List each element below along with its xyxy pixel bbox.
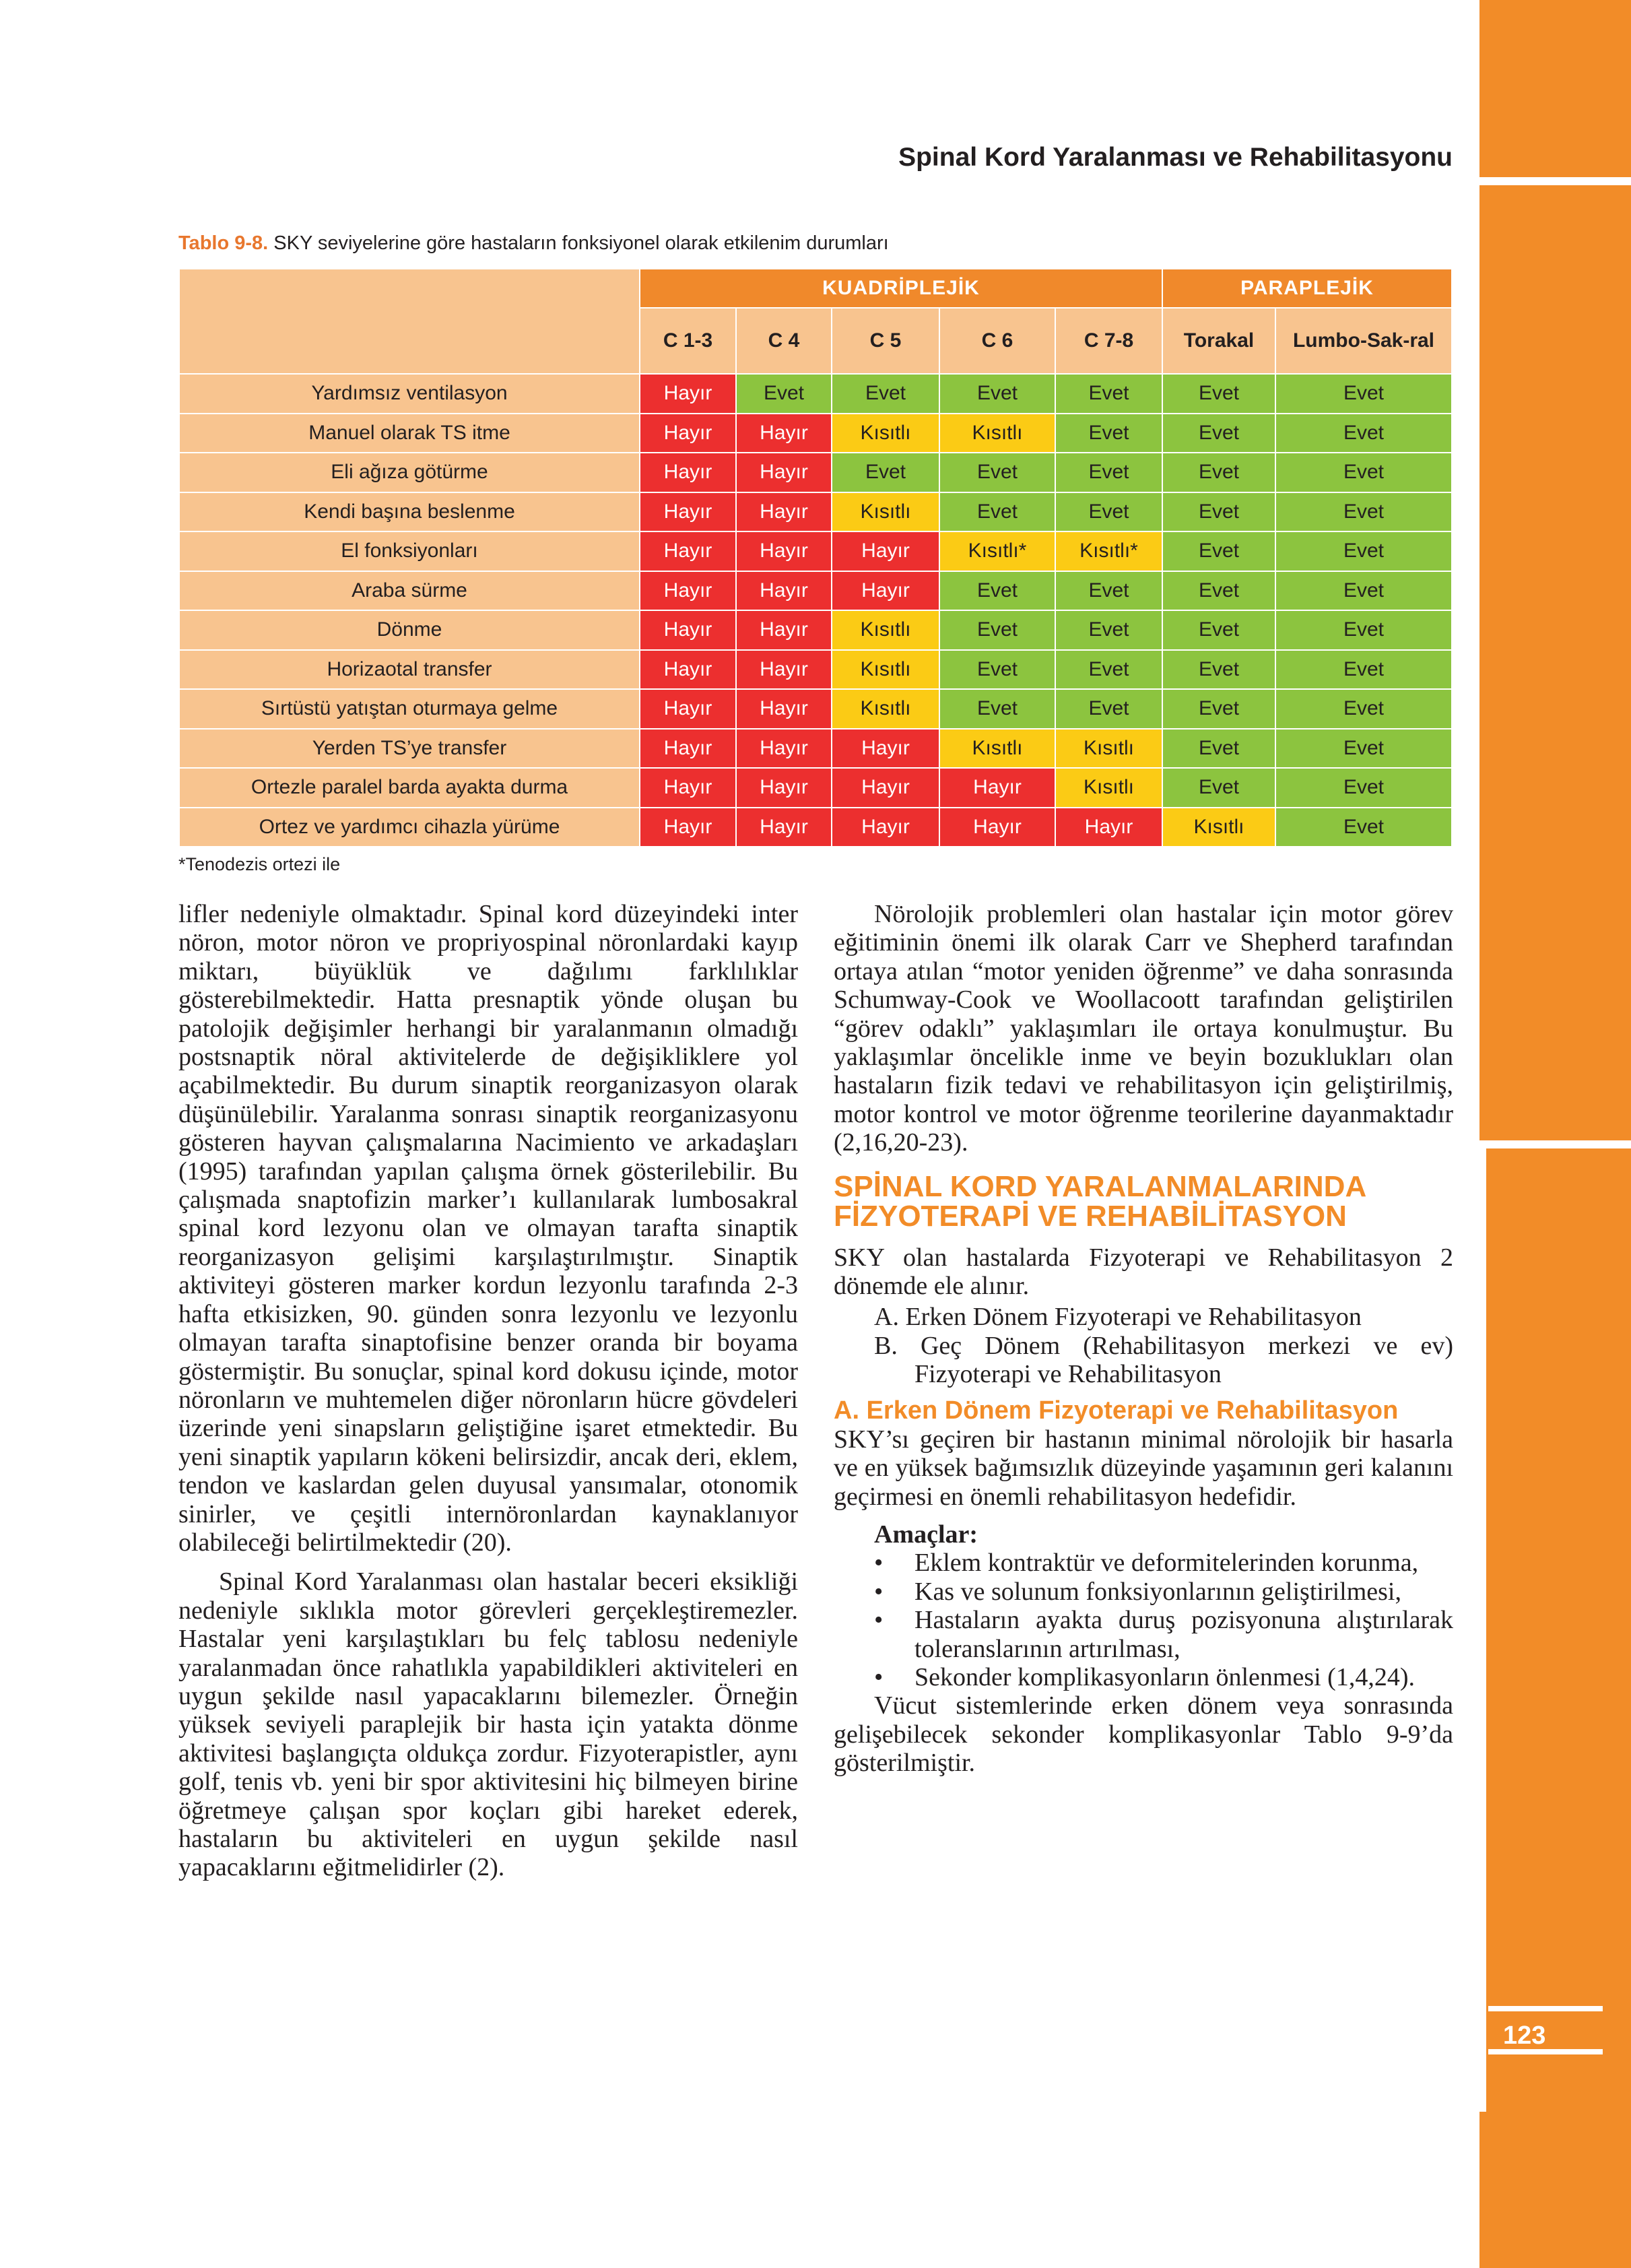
row-label: Ortez ve yardımcı cihazla yürüme: [179, 808, 640, 847]
bullet-icon: •: [874, 1606, 884, 1635]
table-row: [179, 531, 1452, 571]
status-cell: Hayır: [1055, 808, 1162, 847]
status-cell: Evet: [939, 689, 1055, 729]
status-cell: Evet: [939, 374, 1055, 414]
status-cell: Hayır: [640, 571, 736, 611]
table-caption: [178, 232, 889, 255]
level-header: C 6: [939, 308, 1055, 374]
status-cell: Hayır: [736, 531, 832, 571]
status-cell: Evet: [939, 453, 1055, 492]
edge-divider: [1479, 1140, 1631, 1148]
status-cell: Evet: [1055, 650, 1162, 690]
status-cell: Evet: [1162, 610, 1275, 650]
table-corner: [179, 269, 640, 374]
status-cell: Hayır: [736, 768, 832, 808]
status-cell: Evet: [1275, 650, 1452, 690]
status-cell: Evet: [1055, 571, 1162, 611]
status-cell: Hayır: [640, 414, 736, 453]
list-item: B. Geç Dönem (Rehabilitasyon merkezi ve ev) Fizyoterapi ve Rehabilitasyon: [874, 1331, 1453, 1389]
status-cell: Evet: [1275, 531, 1452, 571]
row-label: Yerden TS’ye transfer: [179, 729, 640, 769]
status-cell: Evet: [1162, 414, 1275, 453]
status-cell: Evet: [1275, 808, 1452, 847]
status-cell: Hayır: [640, 374, 736, 414]
status-cell: Evet: [1275, 414, 1452, 453]
row-label: Ortezle paralel barda ayakta durma: [179, 768, 640, 808]
bullet-icon: •: [874, 1662, 884, 1691]
status-cell: Evet: [1055, 414, 1162, 453]
row-label: Dönme: [179, 610, 640, 650]
section-title-line: SPİNAL KORD YARALANMALARINDA: [834, 1169, 1367, 1203]
status-cell: Evet: [1055, 374, 1162, 414]
status-cell: Evet: [1275, 729, 1452, 769]
list-item: [834, 1606, 1453, 1663]
page-edge-bar: [1479, 0, 1631, 2268]
aims-label: Amaçlar:: [874, 1520, 978, 1549]
status-cell: Kısıtlı: [939, 729, 1055, 769]
status-cell: Hayır: [939, 768, 1055, 808]
edge-divider: [1479, 177, 1631, 185]
status-cell: Evet: [1055, 610, 1162, 650]
status-cell: Evet: [939, 610, 1055, 650]
status-cell: Evet: [1275, 610, 1452, 650]
status-cell: Kısıtlı: [1055, 729, 1162, 769]
row-label: Sırtüstü yatıştan oturmaya gelme: [179, 689, 640, 729]
subsection-title: A. Erken Dönem Fizyoterapi ve Rehabilitasyon: [834, 1396, 1399, 1425]
row-label: El fonksiyonları: [179, 531, 640, 571]
table-row: [179, 610, 1452, 650]
status-cell: Evet: [1275, 374, 1452, 414]
status-cell: Hayır: [640, 768, 736, 808]
status-cell: Hayır: [736, 729, 832, 769]
table-row: [179, 808, 1452, 847]
table-row: [179, 650, 1452, 690]
level-header: Torakal: [1162, 308, 1275, 374]
status-cell: Hayır: [640, 689, 736, 729]
status-cell: Hayır: [640, 492, 736, 532]
row-label: Horizaotal transfer: [179, 650, 640, 690]
row-label: Araba sürme: [179, 571, 640, 611]
status-cell: Evet: [1162, 729, 1275, 769]
table-row: [179, 768, 1452, 808]
bullet-text: Eklem kontraktür ve deformitelerinden korunma,: [914, 1549, 1419, 1578]
list-item: [834, 1663, 1453, 1691]
table-row: [179, 453, 1452, 492]
status-cell: Kısıtlı: [832, 414, 939, 453]
status-cell: Evet: [939, 492, 1055, 532]
status-cell: Evet: [1162, 531, 1275, 571]
edge-rule: [1479, 1148, 1486, 2112]
status-cell: Hayır: [832, 808, 939, 847]
list-item: [834, 1578, 1453, 1606]
status-cell: Evet: [1162, 374, 1275, 414]
status-cell: Kısıtlı*: [1055, 531, 1162, 571]
status-cell: Evet: [1275, 768, 1452, 808]
status-cell: Hayır: [832, 729, 939, 769]
status-cell: Kısıtlı: [939, 414, 1055, 453]
bullet-icon: •: [874, 1577, 884, 1606]
table-row: [179, 374, 1452, 414]
status-cell: Kısıtlı: [832, 689, 939, 729]
status-cell: Hayır: [939, 808, 1055, 847]
status-cell: Hayır: [640, 808, 736, 847]
paragraph: Nörolojik problemleri olan hastalar için motor görev eğitiminin önemi ilk olarak Carr ve Shepherd tarafından ortaya atılan “motor yeniden öğrenme” ve daha sonrasında Schumway-Cook ve Woollacoott tarafından geliştirilen “görev odaklı” yaklaşımları ile ortaya konulmuştur. Bu yaklaşımlar öncelikle inme ve beyin bozuklukları olan hastaların fizik tedavi ve rehabilitasyon için geliştirilmiş, motor kontrol ve motor öğrenme teorilerine dayanmaktadır (2,16,20-23).: [834, 900, 1453, 1157]
level-header: C 1-3: [640, 308, 736, 374]
status-cell: Evet: [832, 374, 939, 414]
level-header: C 5: [832, 308, 939, 374]
bullet-text: Sekonder komplikasyonların önlenmesi (1,4,24).: [914, 1662, 1415, 1691]
status-cell: Kısıtlı*: [939, 531, 1055, 571]
status-cell: Hayır: [640, 453, 736, 492]
list-item: A. Erken Dönem Fizyoterapi ve Rehabilitasyon: [874, 1303, 1362, 1332]
status-cell: Kısıtlı: [1162, 808, 1275, 847]
level-header: C 4: [736, 308, 832, 374]
status-cell: Hayır: [736, 689, 832, 729]
group-header-quad: KUADRİPLEJİK: [640, 269, 1162, 308]
table-row: [179, 571, 1452, 611]
right-column: [834, 900, 1453, 1778]
bullet-text: Kas ve solunum fonksiyonlarının geliştirilmesi,: [914, 1577, 1401, 1606]
status-cell: Evet: [1055, 453, 1162, 492]
status-cell: Hayır: [640, 610, 736, 650]
status-cell: Evet: [1275, 571, 1452, 611]
paragraph: lifler nedeniyle olmaktadır. Spinal kord düzeyindeki inter nöron, motor nöron ve propriyospinal nöronlardaki kayıp miktarı, büyüklük ve dağılımı farklılıklar gösterebilmektedir. Hatta presnaptik yönde oluşan bu patolojik değişimler herhangi bir yaralanmanın olmadığı postsnaptik nöral aktivitelerde de değişikliklere yol açabilmektedir. Bu durum sinaptik reorganizasyon olarak düşünülebilir. Yaralanma sonrası sinaptik reorganizasyonu gösteren hayvan çalışmalarına Nacimiento ve arkadaşları (1995) tarafından yapılan çalışma örnek gösterilebilir. Bu çalışmada snaptofizin marker’ı kullanılarak lumbosakral spinal kord lezyonu olan ve olmayan tarafta sinaptik reorganizasyon gelişimi karşılaştırılmıştır. Sinaptik aktiviteyi gösteren marker kordun lezyonlu tarafında 2-3 hafta etkisizken, 90. günden sonra lezyonlu ve lezyonlu olmayan tarafta sinaptofisine benzer oranda bir boyama göstermiştir. Bu sonuçlar, spinal kord dokusu içinde, motor nöronların ve muhtemelen diğer nöronların hücre gövdeleri üzerinde yeni sinapsların geliştiğine işaret etmektedir. Bu yeni sinaptik yapıların kökeni belirsizdir, ancak deri, eklem, tendon ve kaslardan gelen duyusal yansımalar, otonomik sinirler, ve çeşitli internöronlardan kaynaklanıyor olabileceği belirtilmektedir (20).: [178, 900, 798, 1557]
status-cell: Hayır: [736, 414, 832, 453]
paragraph: Vücut sistemlerinde erken dönem veya sonrasında gelişebilecek sekonder komplikasyonlar Tablo 9-9’da gösterilmiştir.: [834, 1691, 1453, 1778]
status-cell: Kısıtlı: [832, 610, 939, 650]
level-header: Lumbo-Sak-ral: [1275, 308, 1452, 374]
row-label: Yardımsız ventilasyon: [179, 374, 640, 414]
status-cell: Kısıtlı: [832, 650, 939, 690]
paragraph: Spinal Kord Yaralanması olan hastalar beceri eksikliği nedeniyle sıklıkla motor görevleri gerçekleştiremezler. Hastalar yeni karşılaştıkları bu felç tablosu nedeniyle yaralanmadan önce rahatlıkla yapabildikleri aktiviteleri en uygun şekilde nasıl yapacaklarını bilemezler. Örneğin yüksek seviyeli paraplejik bir hasta için yatakta dönme aktivitesi başlangıçta oldukça zordur. Fizyoterapistler, aynı golf, tenis vb. yeni bir spor aktivitesini hiç bilmeyen birine öğretmeye çalışan spor koçları gibi hareket ederek, hastaların bu aktiviteleri en uygun şekilde nasıl yapacaklarını eğitmelidirler (2).: [178, 1567, 798, 1882]
aims-list: [834, 1549, 1453, 1691]
row-label: Manuel olarak TS itme: [179, 414, 640, 453]
status-cell: Evet: [1275, 689, 1452, 729]
left-column: [178, 900, 798, 1882]
status-cell: Hayır: [640, 531, 736, 571]
table-caption-text: SKY seviyelerine göre hastaların fonksiyonel olarak etkilenim durumları: [273, 232, 889, 254]
status-cell: Hayır: [736, 571, 832, 611]
status-cell: Hayır: [736, 808, 832, 847]
status-cell: Evet: [1055, 689, 1162, 729]
status-cell: Evet: [1162, 453, 1275, 492]
status-cell: Evet: [1162, 492, 1275, 532]
status-cell: Evet: [939, 571, 1055, 611]
status-cell: Evet: [1162, 768, 1275, 808]
status-cell: Evet: [832, 453, 939, 492]
status-cell: Hayır: [832, 571, 939, 611]
table-row: [179, 689, 1452, 729]
level-header: C 7-8: [1055, 308, 1162, 374]
status-cell: Evet: [1055, 492, 1162, 532]
status-cell: Hayır: [736, 650, 832, 690]
table-number: Tablo 9-8.: [178, 232, 269, 254]
list-item: [834, 1549, 1453, 1577]
group-header-para: PARAPLEJİK: [1162, 269, 1452, 308]
status-cell: Kısıtlı: [832, 492, 939, 532]
bullet-text: Hastaların ayakta duruş pozisyonuna alıştırılarak toleranslarının artırılması,: [914, 1606, 1453, 1663]
function-table: [178, 268, 1453, 847]
status-cell: Hayır: [832, 531, 939, 571]
status-cell: Hayır: [736, 492, 832, 532]
status-cell: Evet: [736, 374, 832, 414]
row-label: Kendi başına beslenme: [179, 492, 640, 532]
table-row: [179, 414, 1452, 453]
table-footnote: *Tenodezis ortezi ile: [178, 854, 341, 874]
bullet-icon: •: [874, 1549, 884, 1578]
section-title: [834, 1169, 1453, 1233]
status-cell: Evet: [1162, 689, 1275, 729]
table-row: [179, 729, 1452, 769]
row-label: Eli ağıza götürme: [179, 453, 640, 492]
status-cell: Evet: [1162, 650, 1275, 690]
paragraph: SKY olan hastalarda Fizyoterapi ve Rehabilitasyon 2 dönemde ele alınır.: [834, 1243, 1453, 1301]
status-cell: Evet: [1275, 492, 1452, 532]
table-row: [179, 492, 1452, 532]
status-cell: Kısıtlı: [1055, 768, 1162, 808]
section-title-line: FİZYOTERAPİ VE REHABİLİTASYON: [834, 1199, 1347, 1233]
status-cell: Evet: [1162, 571, 1275, 611]
status-cell: Hayır: [736, 610, 832, 650]
status-cell: Hayır: [832, 768, 939, 808]
page-number: 123: [1488, 2006, 1603, 2054]
status-cell: Hayır: [640, 729, 736, 769]
status-cell: Evet: [1275, 453, 1452, 492]
running-title: Spinal Kord Yaralanması ve Rehabilitasyonu: [898, 143, 1453, 172]
paragraph: SKY’sı geçiren bir hastanın minimal nörolojik bir hasarla ve en yüksek bağımsızlık düzeyinde yaşamının geri kalanını geçirmesi en önemli rehabilitasyon hedefidir.: [834, 1425, 1453, 1511]
status-cell: Hayır: [736, 453, 832, 492]
status-cell: Evet: [939, 650, 1055, 690]
status-cell: Hayır: [640, 650, 736, 690]
